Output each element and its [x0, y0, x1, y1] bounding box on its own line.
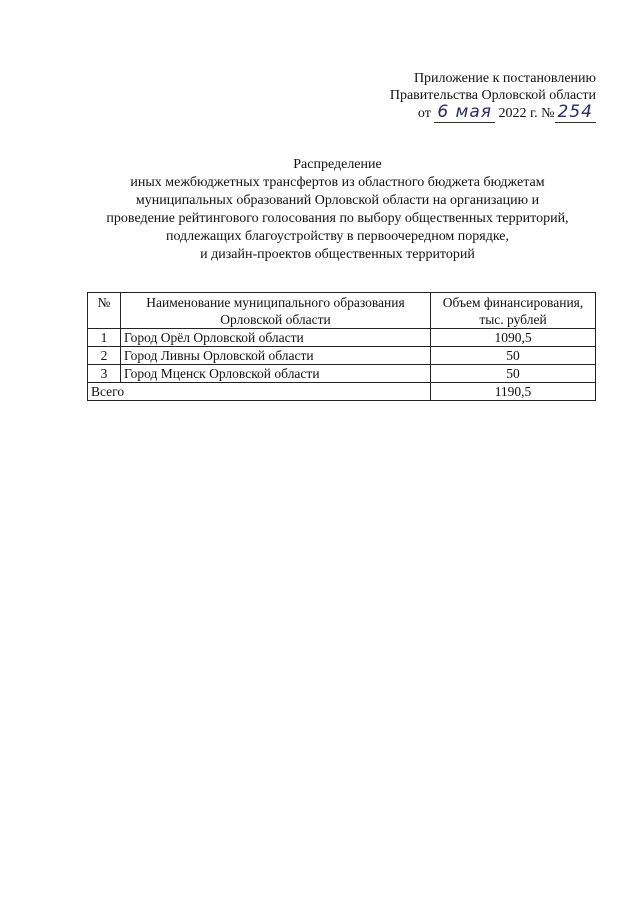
row-num: 1: [88, 329, 121, 347]
from-label: от: [417, 106, 431, 121]
header-date-line: [366, 104, 596, 122]
row-amount: 50: [431, 365, 596, 383]
header-amount: Объем финансирования, тыс. рублей: [431, 293, 596, 329]
title-line: иных межбюджетных трансфертов из областного бюджета бюджетам: [130, 175, 545, 190]
total-amount: 1190,5: [431, 383, 596, 401]
row-name: Город Орёл Орловской области: [121, 329, 431, 347]
title-heading: Распределение: [293, 157, 382, 172]
header-name: Наименование муниципального образования Орловской области: [121, 293, 431, 329]
title-line: проведение рейтингового голосования по выбору общественных территорий,: [106, 211, 569, 226]
document-title: [60, 156, 615, 264]
title-line: муниципальных образований Орловской области на организацию и: [135, 193, 540, 208]
table-row: [88, 347, 596, 365]
handwritten-date: 6 мая: [434, 102, 495, 123]
year-number-label: 2022 г. №: [498, 106, 555, 121]
header-line-2: Правительства Орловской области: [389, 88, 596, 103]
table-row: [88, 329, 596, 347]
handwritten-number: 254: [555, 102, 596, 123]
header-num: №: [88, 293, 121, 329]
table-row: [88, 365, 596, 383]
title-line: и дизайн-проектов общественных территорий: [200, 247, 475, 262]
row-num: 2: [88, 347, 121, 365]
row-name: Город Ливны Орловской области: [121, 347, 431, 365]
row-amount: 1090,5: [431, 329, 596, 347]
distribution-table: [87, 292, 596, 401]
row-amount: 50: [431, 347, 596, 365]
header-line-1: Приложение к постановлению: [413, 71, 596, 86]
row-name: Город Мценск Орловской области: [121, 365, 431, 383]
total-label: Всего: [88, 383, 431, 401]
document-header: [366, 70, 596, 122]
row-num: 3: [88, 365, 121, 383]
title-line: подлежащих благоустройству в первоочередном порядке,: [165, 229, 510, 244]
table-header-row: [88, 293, 596, 329]
table-total-row: [88, 383, 596, 401]
